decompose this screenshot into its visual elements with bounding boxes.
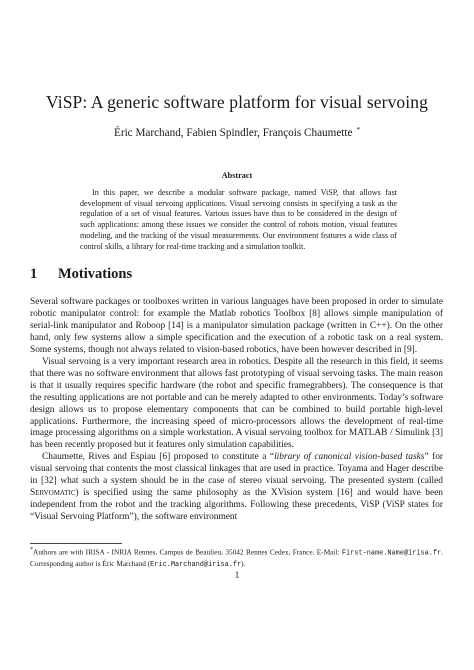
body-text (30, 297, 443, 524)
footnote-mark: * (30, 547, 34, 553)
paragraph-3-part-c: ) is specified using the same philosophy as the XVision system [16] and would have been independent from the robot and the tracking algorithms. Following these precedents, ViSP (ViSP states for “Visual Servoing Platform”), the software environment (30, 488, 443, 523)
abstract-text: In this paper, we describe a modular software package, named ViSP, that allows fast development of visual servoing applications. Visual servoing consists in specifying a task as the regulation of a set of visual features. Various issues have thus to be considered in the design of such applications: among these issues we consider the control of robots motion, visual features modeling, and the tracking of the visual measurements. Our environment features a wide class of control skills, a library for real-time tracking and a simulation toolkit. (80, 188, 397, 251)
author-names: Éric Marchand, Fabien Spindler, François Chaumette (114, 127, 353, 139)
paragraph-2: Visual servoing is a very important research area in robotics. Despite all the research in this field, it seems that there was no software environment that allows fast prototyping of visual servoing tasks. The main reason is that it usually requires specific hardware (the robot and specific framegrabbers). The consequence is that the resulting applications are not portable and can be merely adapted to other environments. Today’s software design allows us to propose elementary components that can be combined to build portable high-level applications. Furthermore, the increasing speed of micro-processors allows the development of real-time image processing algorithms on a simple workstation. A visual servoing toolbox for MATLAB / Simulink [3] has been recently proposed but it features only simulation capabilities. (30, 356, 443, 451)
paragraph-3-part-b: ” for visual servoing that contents the most classical linkages that are used in practice. Toyama and Hager describe in [32] what such a system should be in the case of stereo visual servoing. The presented system (called (30, 452, 444, 487)
author-list (0, 124, 474, 140)
paragraph-3-italic: library of canonical vision-based tasks (274, 452, 425, 463)
abstract-heading: Abstract (221, 171, 253, 180)
footnote-rule (30, 543, 122, 544)
footnote-text-b: . Corresponding author is Éric Marchand ( (30, 547, 443, 569)
footnote-text-c: ). (241, 559, 246, 569)
paragraph-3 (30, 452, 443, 524)
footnote (30, 546, 443, 571)
abstract-block (80, 188, 397, 252)
footnote-email-generic: First-name.Name@irisa.fr (341, 549, 442, 558)
section-heading (30, 266, 132, 283)
author-footnote-mark: * (356, 126, 360, 134)
paragraph-3-smallcaps: Servomatic (30, 488, 76, 499)
section-number: 1 (30, 266, 38, 282)
footnote-text-a: Authors are with IRISA - INRIA Rennes, Campus de Beaulieu, 35042 Rennes Cedex, France. E-Mail: (33, 547, 342, 557)
paragraph-1: Several software packages or toolboxes written in various languages have been proposed in order to simulate robotic manipulator control: for example the Matlab robotics Toolbox [8] allows simple manipulation of serial-link manipulator and Roboop [14] is a manipulator simulation package (written in C++). On the other hand, only few systems allow a simple specification and the execution of a robotic task on a real system. Some systems, though not always related to vision-based robotics, have been however described in [9]. (30, 297, 443, 355)
page-number: 1 (234, 570, 240, 580)
footnote-email-corresponding: Eric.Marchand@irisa.fr (150, 561, 242, 570)
section-title: Motivations (58, 266, 133, 282)
paragraph-3-part-a: Chaumette, Rives and Espiau [6] proposed to constitute a “ (42, 452, 275, 463)
paper-title: ViSP: A generic software platform for visual servoing (46, 92, 428, 112)
